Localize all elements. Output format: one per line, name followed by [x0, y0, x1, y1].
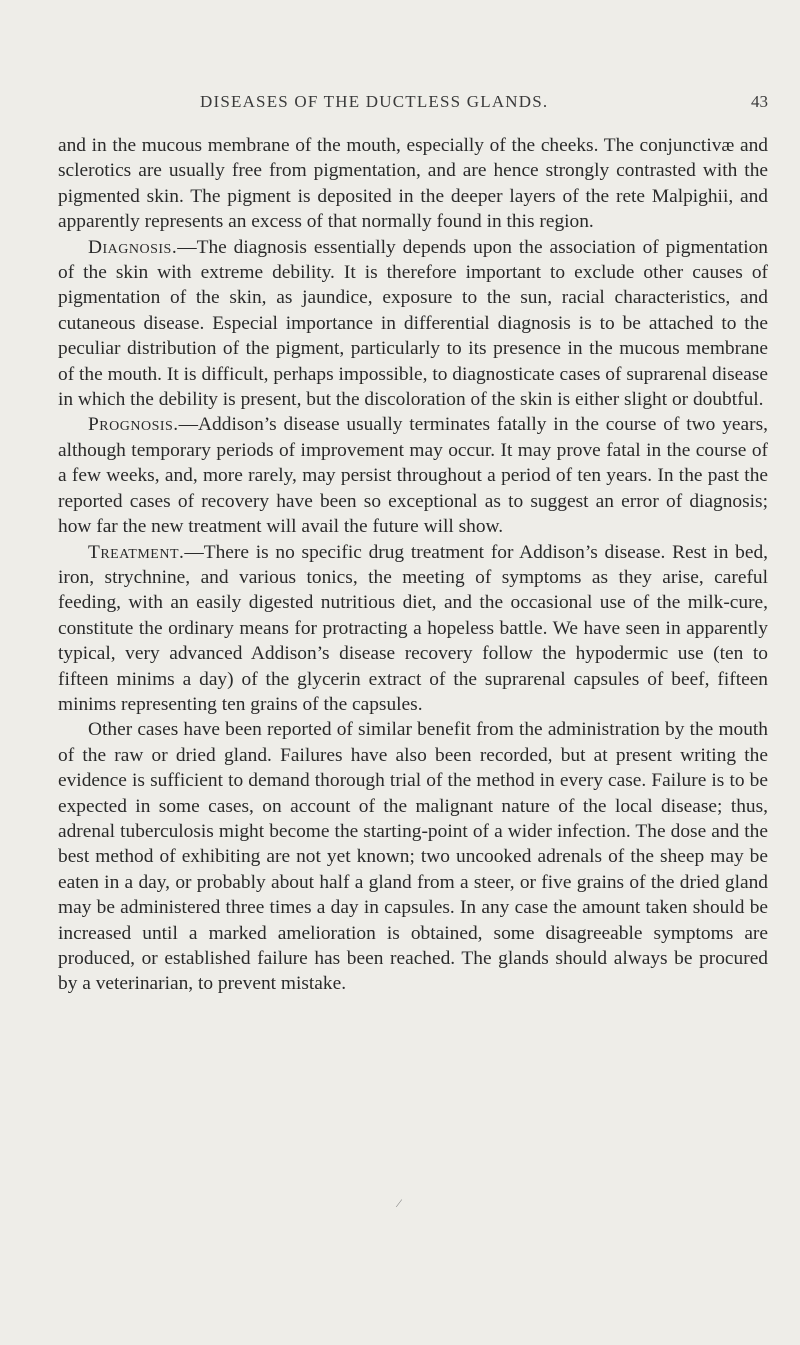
- paragraph-text: —There is no specific drug treatment for Addison’s disease. Rest in bed, iron, strychnine, and various tonics, the meeting of symptoms as they arise, careful feeding, with an easily digested nutritious diet, and the occasional use of the milk-cure, constitute the ordinary means for protracting a hopeless battle. We have seen in apparently typical, very advanced Addison’s disease recovery follow the hypodermic use (ten to fifteen minims a day) of the glycerin extract of the suprarenal capsules of beef, fifteen minims representing ten grains of the capsules.: [58, 541, 768, 715]
- paragraph-text: —The diagnosis essentially depends upon the association of pigmentation of the skin with extreme debility. It is therefore important to exclude other causes of pigmentation of the skin, as jaundice, exposure to the sun, racial characteristics, and cutaneous disease. Especial importance in differential diagnosis is to be attached to the peculiar distribution of the pigment, particularly to its presence in the mucous membrane of the mouth. It is difficult, perhaps impossible, to diagnosticate cases of suprarenal disease in which the debility is present, but the discoloration of the skin is either slight or doubtful.: [58, 236, 768, 411]
- paragraph-diagnosis: [58, 235, 768, 413]
- running-head: [58, 92, 768, 116]
- paragraph-text: Other cases have been reported of similar benefit from the administration by the mouth of the raw or dried gland. Failures have also been recorded, but at present writing the evidence is sufficient to demand thorough trial of the method in every case. Failure is to be expected in some cases, on account of the malignant nature of the local disease; thus, adrenal tuberculosis might become the starting-point of a wider infection. The dose and the best method of exhibiting are not yet known; two uncooked adrenals of the sheep may be eaten in a day, or probably about half a gland from a steer, or five grains of the dried gland may be administered three times a day in capsules. In any case the amount taken should be increased until a marked amelioration is obtained, some disagreeable symptoms are produced, or established failure has been reached. The glands should always be procured by a veterinarian, to prevent mistake.: [58, 719, 768, 995]
- paragraph-text: and in the mucous membrane of the mouth, especially of the cheeks. The conjunctivæ and sclerotics are usually free from pigmentation, and are hence strongly contrasted with the pigmented skin. The pigment is deposited in the deeper layers of the rete Malpighii, and apparently represents an excess of that normally found in this region.: [58, 135, 768, 233]
- section-heading-treatment: Treatment.: [88, 541, 185, 563]
- stray-pencil-mark: ⁄: [398, 1196, 401, 1210]
- section-heading-prognosis: Prognosis.: [88, 414, 179, 436]
- body-text: [58, 133, 768, 997]
- running-title: DISEASES OF THE DUCTLESS GLANDS.: [200, 92, 549, 111]
- paragraph-prognosis: [58, 412, 768, 539]
- paragraph-text: —Addison’s disease usually terminates fatally in the course of two years, although temporary periods of improvement may occur. It may prove fatal in the course of a few weeks, and, more rarely, may persist throughout a period of ten years. In the past the reported cases of recovery have been so exceptional as to suggest an error of diagnosis; how far the new treatment will avail the future will show.: [58, 414, 768, 538]
- paragraph-other-cases: [58, 717, 768, 996]
- paragraph-treatment: [58, 540, 768, 718]
- section-heading-diagnosis: Diagnosis.: [88, 236, 178, 258]
- paragraph-pigmentation: [58, 133, 768, 235]
- page-number: 43: [751, 92, 768, 111]
